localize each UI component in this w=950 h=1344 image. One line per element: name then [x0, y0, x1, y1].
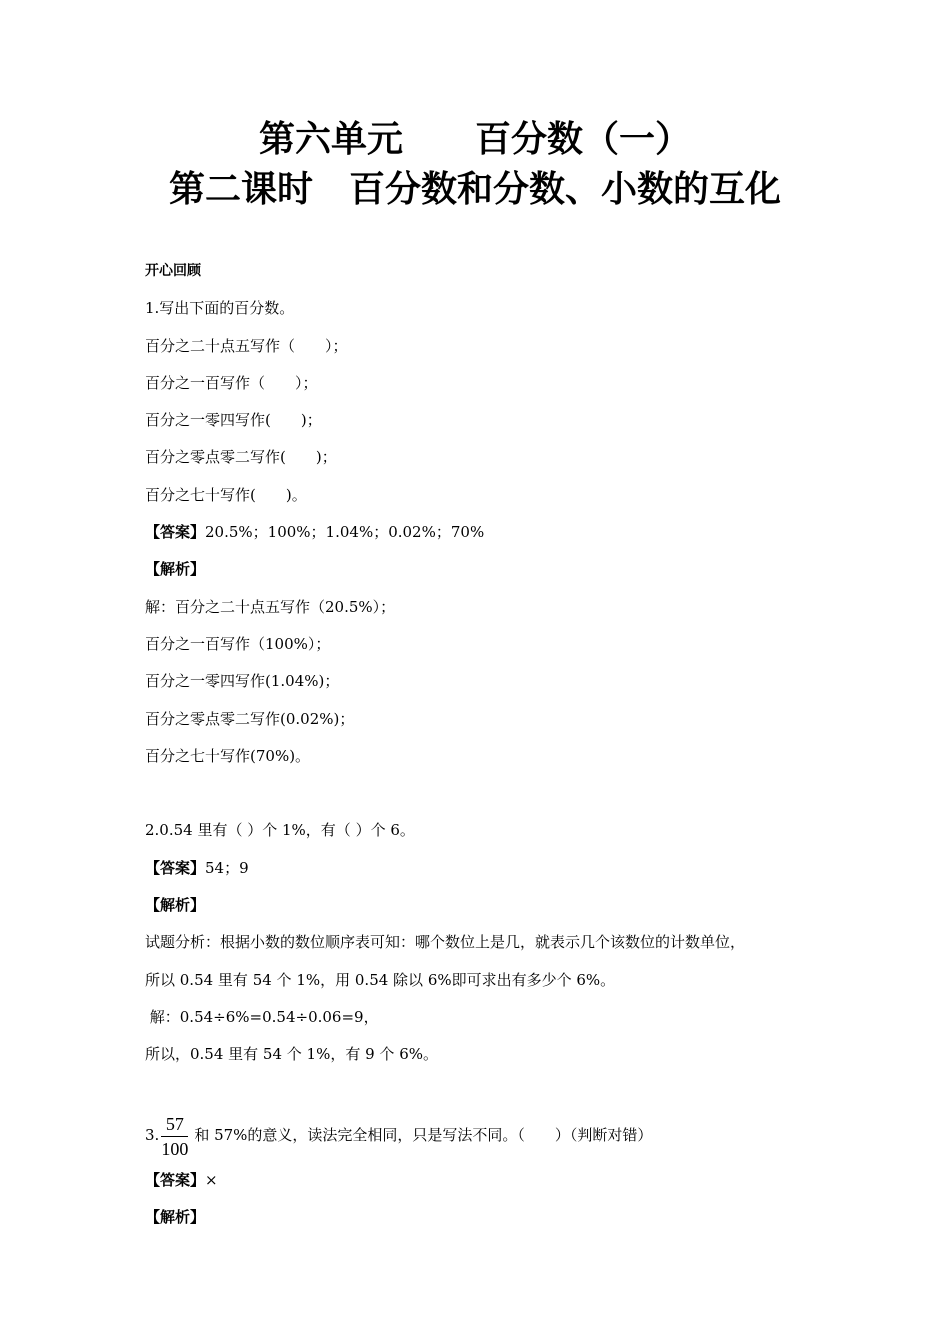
q1-analysis-line: 解：百分之二十点五写作（20.5%）； [145, 598, 396, 616]
q2-analysis-line: 试题分析：根据小数的数位顺序表可知：哪个数位上是几，就表示几个该数位的计数单位， [145, 933, 746, 951]
q2-analysis-line: 解：0.54÷6%=0.54÷0.06=9， [145, 1008, 379, 1026]
q1-analysis-line: 百分之零点零二写作(0.02%)； [145, 710, 355, 728]
q2-analysis-tag: 【解析】 [145, 896, 206, 914]
unit-title: 第六单元 百分数（一） [258, 119, 691, 160]
q3-analysis-tag: 【解析】 [145, 1208, 206, 1226]
answer-tag: 【答案】 [145, 1171, 206, 1189]
fraction-numerator: 57 [161, 1113, 188, 1137]
q1-item: 百分之一百写作（ ）； [145, 374, 318, 392]
q3-answer [145, 1170, 218, 1190]
answer-text: 54；9 [205, 859, 249, 877]
q1-item: 百分之七十写作( )。 [145, 486, 307, 504]
answer-tag: 【答案】 [145, 523, 206, 541]
q1-answer [145, 522, 484, 542]
q1-item: 百分之零点零二写作( )； [145, 448, 337, 466]
answer-text: × [205, 1171, 218, 1189]
q2-analysis-line: 所以 0.54 里有 54 个 1%，用 0.54 除以 6%即可求出有多少个 6%。 [145, 971, 616, 989]
q1-analysis-tag: 【解析】 [145, 560, 206, 578]
q2-answer [145, 858, 249, 878]
fraction [161, 1113, 188, 1160]
q1-prompt: 1.写出下面的百分数。 [145, 299, 295, 317]
q3-prompt-text: 和 57%的意义，读法完全相同，只是写法不同。（ ）（判断对错） [194, 1126, 653, 1144]
q1-analysis-line: 百分之一百写作（100%）； [145, 635, 331, 653]
section-heading: 开心回顾 [145, 263, 201, 279]
q1-item: 百分之二十点五写作（ ）； [145, 337, 348, 355]
lesson-title: 第二课时 百分数和分数、小数的互化 [168, 169, 781, 210]
q1-analysis-line: 百分之一零四写作(1.04%)； [145, 672, 340, 690]
fraction-denominator: 100 [161, 1138, 189, 1159]
answer-tag: 【答案】 [145, 859, 206, 877]
q1-item: 百分之一零四写作( )； [145, 411, 322, 429]
q2-analysis-line: 所以，0.54 里有 54 个 1%，有 9 个 6%。 [145, 1045, 438, 1063]
q2-prompt: 2.0.54 里有（ ）个 1%，有（ ）个 6。 [145, 821, 415, 839]
q3-prompt [145, 1110, 652, 1160]
q3-number: 3. [145, 1126, 160, 1144]
q1-analysis-line: 百分之七十写作(70%)。 [145, 747, 311, 765]
answer-text: 20.5%；100%；1.04%；0.02%；70% [205, 523, 485, 541]
